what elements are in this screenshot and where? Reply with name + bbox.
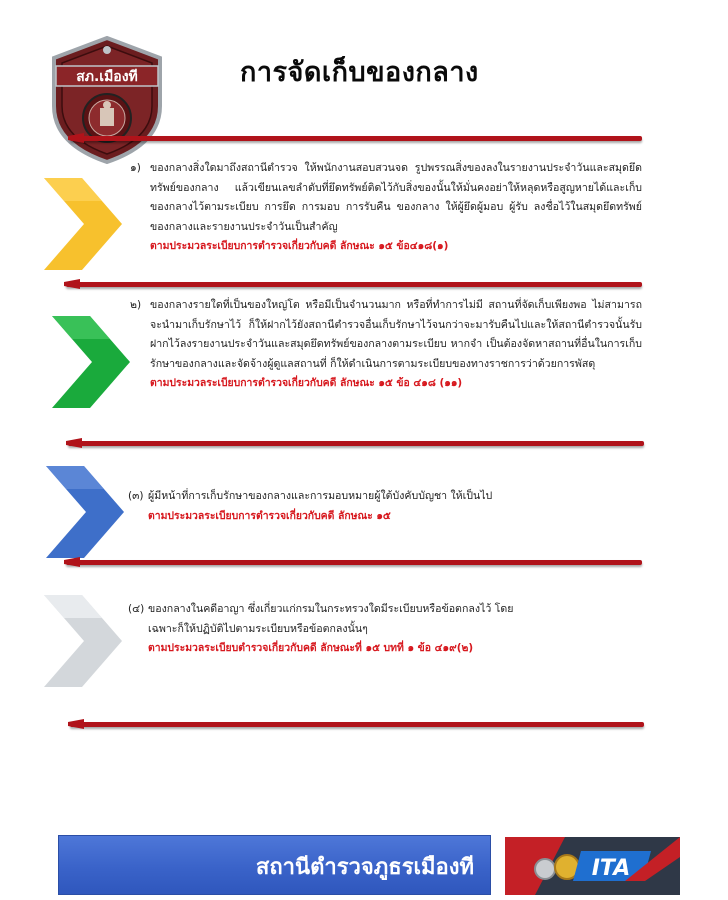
divider	[66, 560, 642, 565]
section-text: ผู้มีหน้าที่การเก็บรักษาของกลางและการมอบหมายผู้ใต้บังคับบัญชา ให้เป็นไป	[148, 490, 493, 502]
section-3	[128, 487, 642, 526]
divider	[68, 441, 644, 446]
section-text: ของกลางรายใดที่เป็นของใหญ่โต หรือมีเป็นจำนวนมาก หรือที่ทำการไม่มี สถานที่จัดเก็บเพียงพอ ไม่สามารถจะนำมาเก็บรักษาไว้ ก็ให้ฝากไว้ยังสถานีตำรวจอื่นเก็บรักษาไว้จนกว่าจะมารับคืนไปและให้สถานีตำรวจนั้นรับฝากไว้ลงรายงานประจำวันและสมุดยึดทรัพย์ของกลางตามระเบียบ หากจำ เป็นต้องจัดหาสถานที่อื่นในการเก็บรักษาของกลางและจัดจ้างผู้ดูแลสถานที่ ก็ให้ดำเนินการตามระเบียบของทางราชการว่าด้วยการพัสดุ	[150, 299, 642, 370]
badge-text: สภ.เมืองที	[76, 69, 138, 85]
station-name: สถานีตำรวจภูธรเมืองที	[255, 855, 474, 880]
section-reference: ตามประมวลระเบียบการตำรวจเกี่ยวกับคดี ลักษณะ ๑๕ ข้อ ๔๑๘ (๑๑)	[150, 377, 463, 389]
chevron-yellow-icon	[44, 178, 122, 270]
chevron-gray-icon	[44, 595, 122, 687]
section-number: (๓)	[128, 490, 144, 502]
ita-logo	[505, 837, 680, 895]
page-title: การจัดเก็บของกลาง	[240, 57, 479, 88]
section-4	[128, 600, 528, 659]
section-2	[130, 296, 642, 394]
divider	[70, 722, 644, 727]
chevron-green-icon	[52, 316, 130, 408]
section-number: (๔)	[128, 603, 145, 615]
divider	[70, 136, 642, 141]
logo-text: ITA	[591, 856, 631, 881]
section-number: ๑)	[130, 162, 141, 174]
section-text: ของกลางสิ่งใดมาถึงสถานีตำรวจ ให้พนักงานสอบสวนจด รูปพรรณสิ่งของลงในรายงานประจำวันและสมุดยึดทรัพย์ของกลาง แล้วเขียนเลขลำดับที่ยึดทรัพย์ติดไว้กับสิ่งของนั้นให้มั่นคงอย่าให้หลุดหรือสูญหายได้และเก็บของกลางไว้ตามระเบียบ การยึด การมอบ การรับคืน ของกลาง ให้ผู้ยึดผู้มอบ ผู้รับ ลงชื่อไว้ในสมุดยึดทรัพย์ของกลางและรายงานประจำวันเป็นสำคัญ	[150, 162, 642, 233]
section-reference: ตามประมวลระเบียบตำรวจเกี่ยวกับคดี ลักษณะที่ ๑๕ บทที่ ๑ ข้อ ๔๑๙(๒)	[148, 642, 474, 654]
section-reference: ตามประมวลระเบียบการตำรวจเกี่ยวกับคดี ลักษณะ ๑๕ ข้อ๔๑๘(๑)	[150, 240, 449, 252]
section-text: ของกลางในคดีอาญา ซึ่งเกี่ยวแก่กรมในกระทรวงใดมีระเบียบหรือข้อตกลงไว้ โดยเฉพาะก็ให้ปฏิบัติไปตามระเบียบหรือข้อตกลงนั้นๆ	[148, 603, 514, 635]
section-1	[130, 159, 642, 257]
section-reference: ตามประมวลระเบียบการตำรวจเกี่ยวกับคดี ลักษณะ ๑๕	[148, 509, 391, 522]
divider	[66, 282, 642, 287]
footer-banner	[58, 835, 491, 895]
chevron-blue-icon	[46, 466, 124, 558]
section-number: ๒)	[130, 299, 142, 311]
police-station-badge	[48, 36, 166, 164]
